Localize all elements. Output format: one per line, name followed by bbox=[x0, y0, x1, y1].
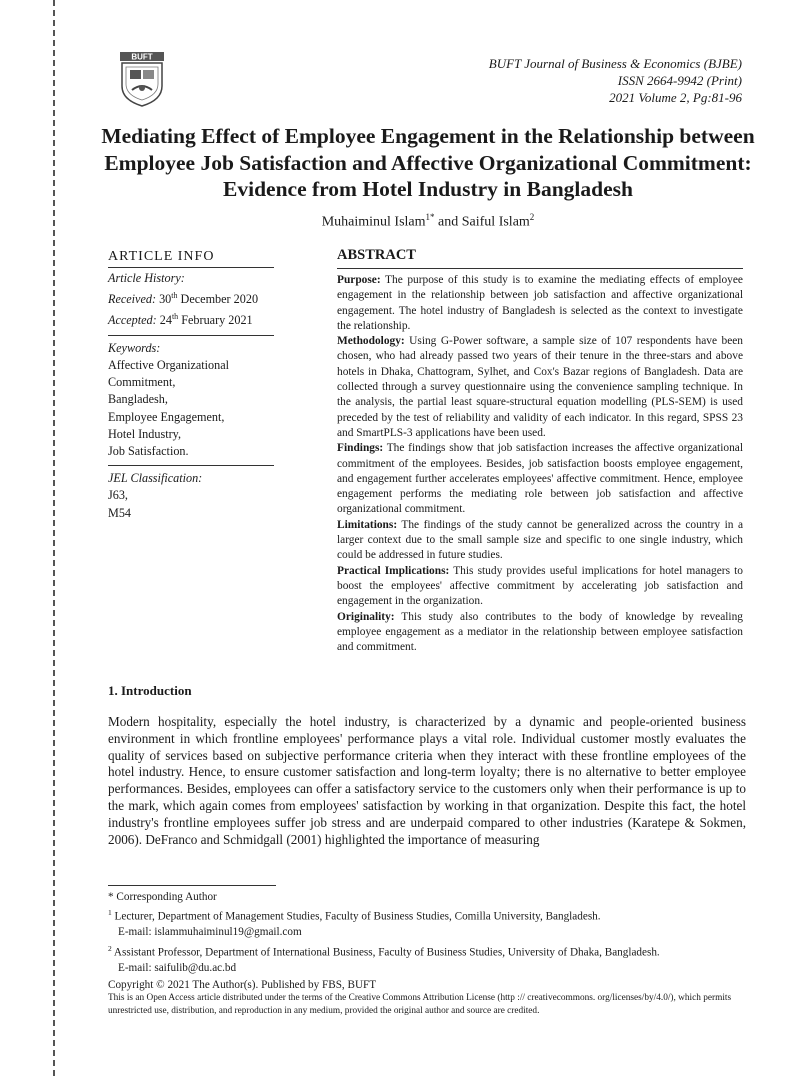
logo-text: BUFT bbox=[131, 52, 153, 62]
author-1: Muhaiminul Islam bbox=[321, 214, 426, 230]
section-heading-introduction: 1. Introduction bbox=[108, 683, 192, 698]
footnote-2-email: E-mail: saifulib@du.ac.bd bbox=[118, 961, 237, 974]
accepted-date: Accepted: 24th February 2021 bbox=[108, 312, 253, 328]
introduction-paragraph: Modern hospitality, especially the hotel industry, is characterized by a dynamic and people-oriented business environment in which frontline employees' performance plays a vital role. Individual customer mostly evaluates the quality of services based on subjective performance criteria when they interact with these frontline employees of the hotel industry. Hence, to ensure customer satisfaction and long-term loyalty; there is no alternative to better employee performances. Besides, employees can offer a satisfactory service to the customers only when their performance is up to the mark, which again comes from employees' satisfaction by working in that organization. Despite this fact, the hotel industry's frontline employees suffer job stress and are underpaid compared to other industries (Karatepe & Sokmen, 2006). DeFranco and Schmidgall (2001) highlighted the importance of measuring bbox=[108, 714, 746, 847]
keywords-label: Keywords: bbox=[108, 340, 161, 355]
jel-item: M54 bbox=[108, 505, 132, 520]
license-text: This is an Open Access article distributed under the terms of the Creative Commons Attribution License (http :// creativecommons. org/licenses/by/4.0/), which permits unrestricted use, distribution, and reproduction in any medium, provided the original author and source are credited. bbox=[108, 993, 732, 1016]
abstract-methodology: Methodology: Using G-Power software, a sample size of 107 respondents have been chosen, who had already passed two years of their tenure in the three-stars and above hotels in Dhaka, Chattogram, Sylhet, and Cox's Bazar regions of Bangladesh. Data are collected through a survey questionnaire using the convenience sampling technique. In the analysis, the partial least square-structural equation modelling (PLS-SEM) is used preceded by the test of reliability and validity of each indicator. In this regard, SPSS 23 and SmartPLS-3 applications have been used. bbox=[337, 335, 743, 439]
journal-volume: 2021 Volume 2, Pg:81-96 bbox=[609, 90, 742, 105]
author-line bbox=[100, 212, 756, 231]
keyword-item: Hotel Industry, bbox=[108, 426, 181, 441]
buft-logo bbox=[118, 50, 166, 108]
corresponding-author-note: * Corresponding Author bbox=[108, 891, 217, 903]
author-2: Saiful Islam bbox=[461, 214, 530, 230]
keyword-item: Commitment, bbox=[108, 375, 176, 390]
divider bbox=[108, 335, 274, 336]
keyword-item: Job Satisfaction. bbox=[108, 443, 189, 458]
footnotes bbox=[108, 890, 758, 976]
received-date: Received: 30th December 2020 bbox=[108, 291, 259, 307]
abstract-originality: Originality: This study also contributes to the body of knowledge by revealing employee engagement as a mediator in the relationship between employee satisfaction and commitment. bbox=[337, 610, 743, 654]
keyword-item: Employee Engagement, bbox=[108, 409, 225, 424]
abstract-purpose: Purpose: The purpose of this study is to examine the mediating effects of employee engagement in the relationship between job satisfaction and affective organizational engagement. The hotel industry of Bangladesh is selected as the context to investigate the relationship. bbox=[337, 274, 743, 332]
copyright-line: Copyright © 2021 The Author(s). Published by FBS, BUFT bbox=[108, 979, 377, 991]
abstract-findings: Findings: The findings show that job satisfaction increases the affective organizational commitment of the employees. Besides, job satisfaction boosts employee engagement, and engagement further accelerates employees' affective commitment. Hence, employee engagement performs the mediating role between job satisfaction and affective organizational commitment. bbox=[337, 442, 743, 516]
jel-item: J63, bbox=[108, 488, 128, 503]
keyword-item: Affective Organizational bbox=[108, 357, 230, 372]
divider bbox=[108, 465, 274, 466]
footnote-1: $^1$ Lecturer, Department of Management Studies, Faculty of Business Studies, Comilla University, Bangladesh. E-mail: islammuhaiminul19@gmail.com bbox=[108, 908, 601, 939]
article-info-panel bbox=[108, 270, 274, 522]
keyword-item: Bangladesh, bbox=[108, 392, 168, 407]
author-conjunction: and bbox=[434, 214, 462, 230]
author-2-sup: 2 bbox=[529, 212, 535, 222]
margin-dashed-line bbox=[53, 0, 55, 1076]
jel-label: JEL Classification: bbox=[108, 471, 203, 486]
journal-header bbox=[489, 55, 742, 106]
abstract-body bbox=[337, 273, 743, 655]
abstract-limitations: Limitations: The findings of the study cannot be generalized across the country in a larger context due to the small sample size and specific to one single industry, which could be addressed in future studies. bbox=[337, 518, 743, 562]
author-1-sup: 1* bbox=[425, 212, 435, 222]
journal-name: BUFT Journal of Business & Economics (BJBE) bbox=[488, 56, 742, 71]
footnote-2: $^2$ Assistant Professor, Department of International Business, Faculty of Business Studies, University of Dhaka, Bangladesh. E-mail: saifulib@du.ac.bd bbox=[108, 943, 660, 974]
article-history-label: Article History: bbox=[108, 271, 185, 285]
abstract-practical-implications: Practical Implications: This study provides useful implications for hotel managers to boost the employees' affective commitment by accelerating job satisfaction and engagement in the organization. bbox=[337, 564, 743, 608]
footnote-rule bbox=[108, 885, 276, 886]
footnote-1-email: E-mail: islammuhaiminul19@gmail.com bbox=[118, 926, 302, 939]
article-info-heading: ARTICLE INFO bbox=[108, 249, 274, 268]
paper-title: Mediating Effect of Employee Engagement in the Relationship between Employee Job Satisfaction and Affective Organizational Commitment: Evidence from Hotel Industry in Bangladesh bbox=[101, 124, 755, 201]
journal-issn: ISSN 2664-9942 (Print) bbox=[617, 73, 742, 88]
abstract-heading: ABSTRACT bbox=[337, 247, 743, 269]
